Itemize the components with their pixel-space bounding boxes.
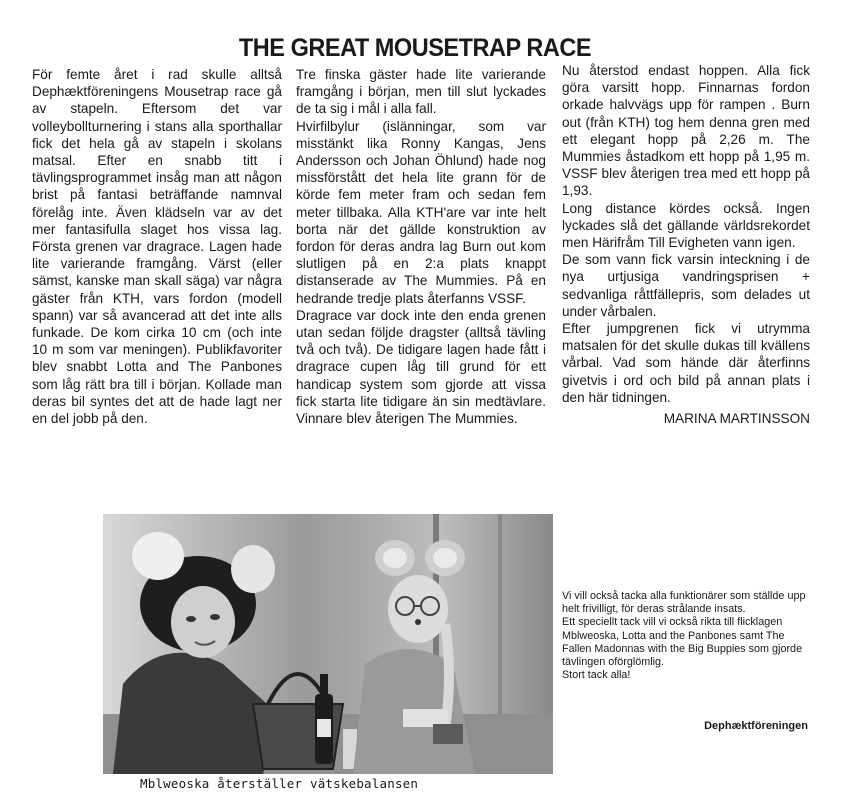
photo-two-girls-with-mouse-ears xyxy=(103,514,553,774)
article-byline: MARINA MARTINSSON xyxy=(663,411,810,427)
column-2-paragraph-2: Hvirfilbylur (islänningar, som var misstänkt lika Ronny Kangas, Jens Andersson och Johan Öhlund) hade nog missförstått det hela lite grann för de körde fem meter fram och sedan fem meter tillbaka. Alla KTH'are var inte helt borta när det gällde konstruktion av fordon för deras andra lag Burn out kom slutligen på en 2:a plats knappt distanserade av The Mummies. På en hedrande tredje plats återfanns VSSF. xyxy=(296,118,546,306)
thanks-note xyxy=(562,590,812,682)
column-2-paragraph-3: Dragrace var dock inte den enda grenen utan sedan följde dragster (alltså tävling två och två). De tidigare lagen hade fått i dragrace cupen låg till grund för ett handicap system som gjorde att vissa fick starta lite tidigare än sin medtävlare. Vinnare blev återigen The Mummies. xyxy=(296,307,546,427)
column-2-paragraph-1: Tre finska gäster hade lite varierande framgång i början, men till slut lyckades de ta sig i mål i alla fall. xyxy=(296,67,546,117)
photo-caption: Mblweoska återställer vätskebalansen xyxy=(140,776,419,791)
article-title: THE GREAT MOUSETRAP RACE xyxy=(238,34,592,62)
photo-illustration xyxy=(103,514,553,774)
column-3-paragraph-1: Nu återstod endast hoppen. Alla fick göra varsitt hopp. Finnarnas fordon orkade halvvägs upp för rampen . Burn out (från KTH) tog hem denna gren med ett elegant hopp på 2,26 m. The Mummies åstadkom ett hopp på 1,95 m. VSSF blev återigen trea med ett hopp på 1,93. xyxy=(562,63,810,199)
column-1-text: För femte året i rad skulle alltså Dephæktföreningens Mousetrap race gå av stapeln. Eftersom det var volleybollturnering i stans alla sporthallar fick det hela gå av stapeln i skolans matsal. Efter en snabb titt i tävlingsprogrammet insåg man att någon brist på fantasi beträffande namnval förelåg inte. Även klädseln var av det mer fantasifulla slaget hos vissa lag. Första grenen var dragrace. Lagen hade lite varierande framgång. Värst (eller sämst, kanske man skall säga) var några gäster från KTH, vars fordon (modell spann) var så avancerad att det inte alls funkade. De kom cirka 10 cm (och inte 10 m som var meningen). Publikfavoriter blev snabbt Lotta and The Panbones som låg rätt bra till i början. Kollade man deras bil syntes det att de hade lagt ner en del jobb på den. xyxy=(32,67,282,427)
article-column-2 xyxy=(296,66,546,427)
article-column-3 xyxy=(562,62,810,427)
column-3-paragraph-4: Efter jumpgrenen fick vi utrymma matsalen för det skulle dukas till kvällens vårbal. Vad som hände där återfinns givetvis i ord och bild på annan plats i den här tidningen. xyxy=(562,321,810,405)
column-3-paragraph-3: De som vann fick varsin inteckning i de nya urtjusiga vandringsprisen + sedvanliga råttfällepris, som delades ut under vårbalen. xyxy=(562,252,810,319)
article-column-1 xyxy=(32,66,282,427)
thanks-paragraph-3: Stort tack alla! xyxy=(562,669,631,682)
thanks-paragraph-1: Vi vill också tacka alla funktionärer som ställde upp helt frivilligt, för deras strålande insats. xyxy=(562,590,806,616)
column-3-paragraph-2: Long distance kördes också. Ingen lyckades slå det gällande världsrekordet men Härifråm Till Evigheten vann igen. xyxy=(562,200,810,251)
thanks-paragraph-2: Ett speciellt tack vill vi också rikta till flicklagen Mblweoska, Lotta and the Panbones samt The Fallen Madonnas with the Big Buppies som gjorde tävlingen oförglömlig. xyxy=(562,616,803,669)
thanks-signoff: Dephæktföreningen xyxy=(704,720,808,732)
